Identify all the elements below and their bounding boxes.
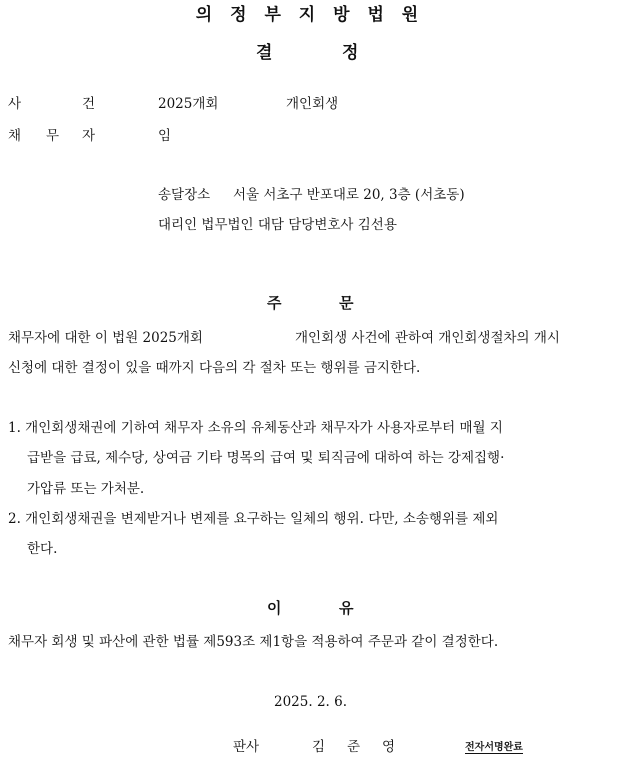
court-name: 의 정 부 지 방 법 원 — [195, 5, 425, 25]
judge-name-char: 영 — [382, 739, 396, 755]
order-heading-char: 주 — [267, 294, 282, 312]
order-item-line: 급받을 급료, 제수당, 상여금 기타 명목의 급여 및 퇴직금에 대하여 하는 강제집행· — [27, 450, 505, 466]
order-item-line: 2. 개인회생채권을 변제받거나 변제를 요구하는 일체의 행위. 다만, 소송행위를 제외 — [8, 511, 499, 527]
debtor-label-char: 무 — [46, 128, 60, 144]
case-label-char: 사 — [8, 96, 22, 112]
doc-type-char-2: 정 — [342, 43, 359, 63]
reason-text: 채무자 회생 및 파산에 관한 법률 제593조 제1항을 적용하여 주문과 같이 결정한다. — [8, 634, 499, 650]
doc-type-char-1: 결 — [256, 43, 273, 63]
order-item-line: 한다. — [27, 541, 58, 557]
order-intro-line: 개인회생 사건에 관하여 개인회생절차의 개시 — [295, 330, 560, 346]
order-intro-line: 채무자에 대한 이 법원 2025개회 — [8, 330, 203, 346]
order-heading-char: 문 — [339, 294, 354, 312]
case-number: 2025개회 — [158, 96, 219, 112]
address-label: 송달장소 — [158, 187, 211, 203]
order-item-line: 가압류 또는 가처분. — [27, 481, 145, 497]
order-item-line: 1. 개인회생채권에 기하여 채무자 소유의 유체동산과 채무자가 사용자로부터 매월 지 — [8, 420, 503, 436]
judge-name-char: 준 — [347, 739, 361, 755]
address-value: 서울 서초구 반포대로 20, 3층 (서초동) — [233, 187, 465, 203]
debtor-label-char: 채 — [8, 128, 22, 144]
reason-heading-char: 유 — [339, 599, 354, 617]
case-name: 개인회생 — [286, 96, 339, 112]
order-intro-line: 신청에 대한 결정이 있을 때까지 다음의 각 절차 또는 행위를 금지한다. — [8, 360, 421, 376]
case-label-char: 건 — [82, 96, 96, 112]
debtor-label-char: 자 — [82, 128, 96, 144]
reason-heading-char: 이 — [267, 599, 282, 617]
e-signature-stamp: 전자서명완료 — [465, 738, 523, 754]
judge-title: 판사 — [233, 739, 260, 755]
debtor-name: 임 — [158, 128, 172, 144]
agent-line: 대리인 법무법인 대담 담당변호사 김선용 — [158, 217, 397, 233]
decision-date: 2025. 2. 6. — [274, 694, 347, 710]
judge-name-char: 김 — [312, 739, 326, 755]
